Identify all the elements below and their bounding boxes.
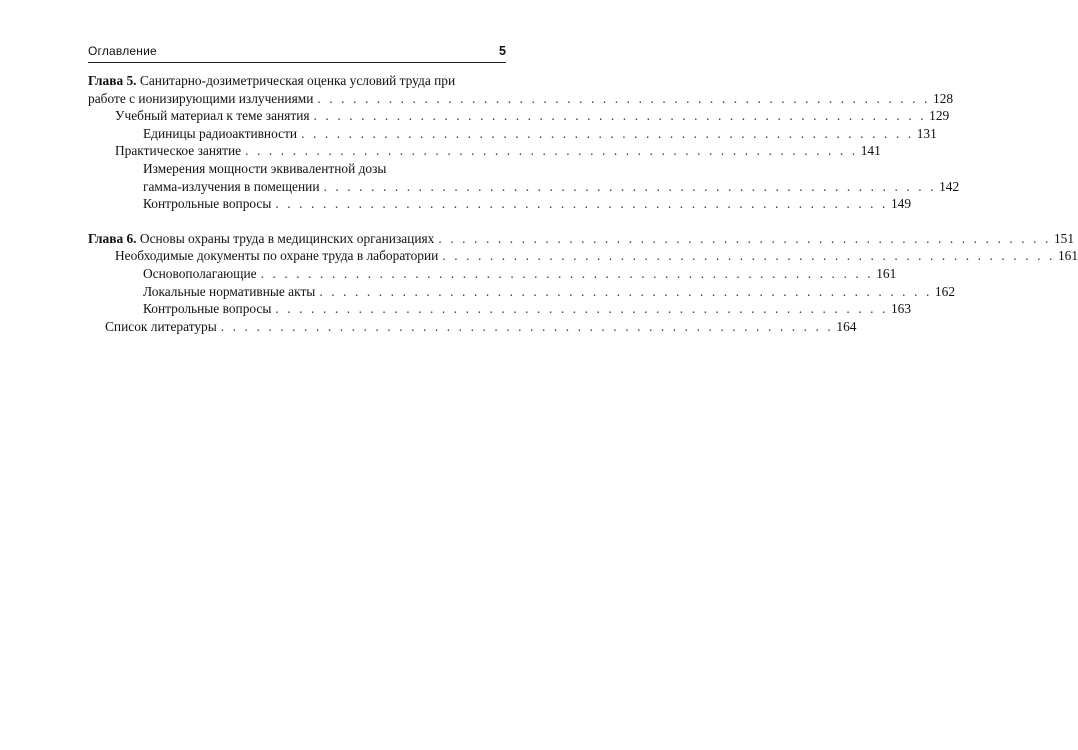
toc-entry-local-acts[interactable] <box>88 283 956 301</box>
entry-title: Основополагающие <box>143 265 257 281</box>
dot-leader: . . . . . . . . . . . . . . . . . . . . . . . . . . . . . . . . . . . . . . . . . . . . . . . . . . . . <box>317 90 930 106</box>
dot-leader: . . . . . . . . . . . . . . . . . . . . . . . . . . . . . . . . . . . . . . . . . . . . . . . . . . . . <box>220 318 834 334</box>
spacer <box>88 213 506 230</box>
entry-title: Контрольные вопросы <box>143 196 272 212</box>
toc-entry-required-documents[interactable] <box>88 247 1078 265</box>
entry-title: Необходимые документы по охране труда в лаборатории <box>115 248 439 264</box>
entry-title: Единицы радиоактивности <box>143 125 298 141</box>
page-ref: 161 <box>876 265 897 281</box>
toc-entry-study-material[interactable] <box>88 107 950 125</box>
table-of-contents <box>88 72 1078 335</box>
toc-entry-control-questions-6[interactable] <box>88 300 912 318</box>
page-ref: 162 <box>934 283 956 299</box>
header-rule <box>88 62 506 63</box>
section-name: Оглавление <box>88 44 157 58</box>
entry-title: Локальные нормативные акты <box>143 283 316 299</box>
dot-leader: . . . . . . . . . . . . . . . . . . . . . . . . . . . . . . . . . . . . . . . . . . . . . . . . . . . . <box>323 178 937 194</box>
toc-entry-practical-lesson[interactable] <box>88 142 881 160</box>
dot-leader: . . . . . . . . . . . . . . . . . . . . . . . . . . . . . . . . . . . . . . . . . . . . . . . . . . . . <box>275 301 888 317</box>
chapter-label: Глава 6. <box>88 230 137 246</box>
running-head <box>88 44 506 58</box>
toc-entry-chapter-6[interactable] <box>88 230 1075 248</box>
dot-leader: . . . . . . . . . . . . . . . . . . . . . . . . . . . . . . . . . . . . . . . . . . . . . . . . . . . . <box>442 248 1055 264</box>
toc-entry-chapter-5[interactable] <box>88 72 954 107</box>
toc-entry-radioactivity-units[interactable] <box>88 125 937 143</box>
chapter-title-line1: Санитарно-дозиметрическая оценка условий труда при <box>139 73 456 88</box>
entry-title: Практическое занятие <box>115 143 242 159</box>
toc-entry-fundamental[interactable] <box>88 265 897 283</box>
entry-title-line2: гамма-излучения в помещении <box>143 178 320 194</box>
dot-leader: . . . . . . . . . . . . . . . . . . . . . . . . . . . . . . . . . . . . . . . . . . . . . . . . . . . . <box>275 196 888 212</box>
page-ref: 151 <box>1053 230 1075 246</box>
entry-title: Учебный материал к теме занятия <box>115 108 310 124</box>
page-ref: 163 <box>890 301 912 317</box>
page-ref: 128 <box>933 90 954 106</box>
toc-line <box>88 90 954 108</box>
page-ref: 149 <box>890 196 912 212</box>
chapter-label: Глава 5. <box>88 73 137 88</box>
toc-entry-dose-measurement[interactable] <box>88 160 960 195</box>
page-ref: 142 <box>939 178 960 194</box>
page-ref: 141 <box>860 143 881 159</box>
dot-leader: . . . . . . . . . . . . . . . . . . . . . . . . . . . . . . . . . . . . . . . . . . . . . . . . . . . . <box>313 108 927 124</box>
entry-title-line1: Измерения мощности эквивалентной дозы <box>143 160 387 176</box>
dot-leader: . . . . . . . . . . . . . . . . . . . . . . . . . . . . . . . . . . . . . . . . . . . . . . . . . . . . <box>260 265 874 281</box>
dot-leader: . . . . . . . . . . . . . . . . . . . . . . . . . . . . . . . . . . . . . . . . . . . . . . . . . . . . <box>319 283 932 299</box>
toc-entry-control-questions-5[interactable] <box>88 195 912 213</box>
dot-leader: . . . . . . . . . . . . . . . . . . . . . . . . . . . . . . . . . . . . . . . . . . . . . . . . . . . . <box>301 125 914 141</box>
dot-leader: . . . . . . . . . . . . . . . . . . . . . . . . . . . . . . . . . . . . . . . . . . . . . . . . . . . . <box>245 143 858 159</box>
chapter-title: Основы охраны труда в медицинских организациях <box>139 230 435 246</box>
entry-title: Контрольные вопросы <box>143 301 272 317</box>
page-number: 5 <box>499 44 506 58</box>
dot-leader: . . . . . . . . . . . . . . . . . . . . . . . . . . . . . . . . . . . . . . . . . . . . . . . . . . . . <box>438 230 1051 246</box>
page-ref: 161 <box>1057 248 1078 264</box>
page-ref: 129 <box>929 108 950 124</box>
toc-entry-references[interactable] <box>88 318 857 336</box>
page-ref: 164 <box>836 318 857 334</box>
chapter-title-line2: работе с ионизирующими излучениями <box>88 90 314 106</box>
toc-line <box>88 72 506 90</box>
entry-title: Список литературы <box>105 318 217 334</box>
page-ref: 131 <box>916 125 937 141</box>
